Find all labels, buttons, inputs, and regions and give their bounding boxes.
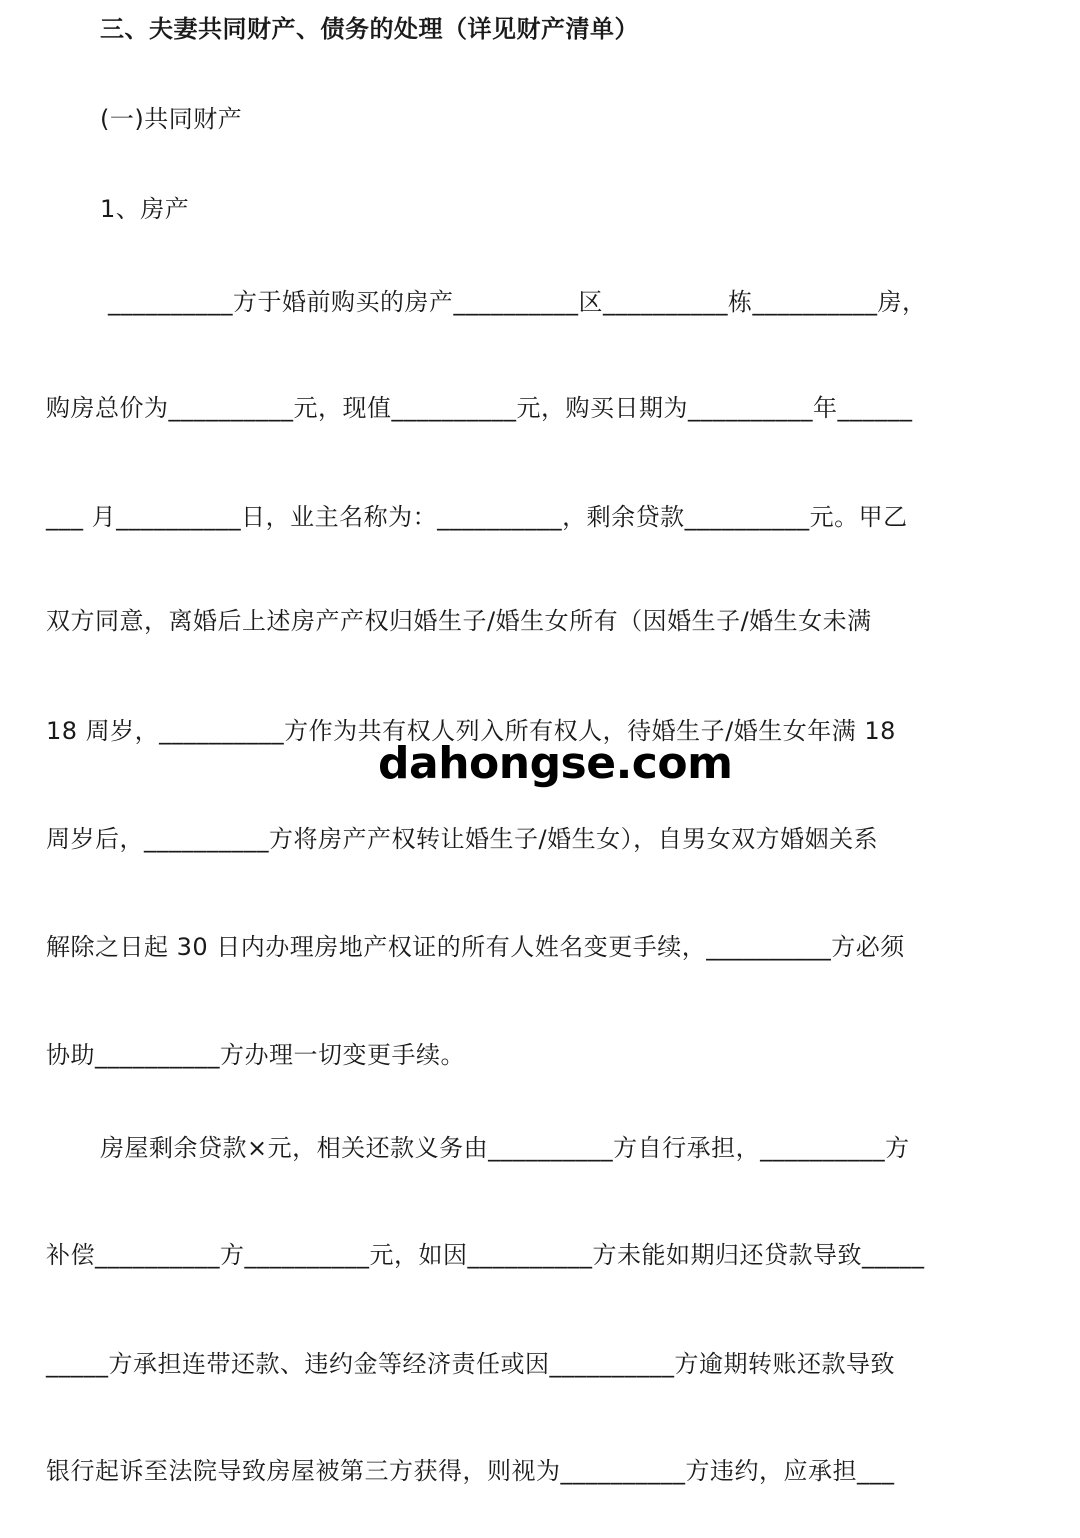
paragraph-line: 补偿__________方__________元，如因__________方未能如期归还贷款导致_____ [46,1241,925,1269]
paragraph-line: 解除之日起 30 日内办理房地产权证的所有人姓名变更手续，__________方必须 [46,933,905,961]
paragraph-line: _____方承担连带还款、违约金等经济责任或因__________方逾期转账还款导致 [46,1350,895,1378]
paragraph-line: 周岁后，__________方将房产产权转让婚生子/婚生女），自男女双方婚姻关系 [46,825,879,853]
subsection-heading: (一)共同财产 [100,105,243,133]
item-heading: 1、房产 [100,195,190,223]
paragraph-line: 购房总价为__________元，现值__________元，购买日期为__________年______ [46,394,913,422]
paragraph-line: ___ 月__________日，业主名称为：__________，剩余贷款__________元。甲乙 [46,503,908,531]
paragraph-line: 房屋剩余贷款×元，相关还款义务由__________方自行承担，__________方 [100,1134,910,1162]
paragraph-line: 双方同意，离婚后上述房产产权归婚生子/婚生女所有（因婚生子/婚生女未满 [46,607,872,635]
paragraph-line: 银行起诉至法院导致房屋被第三方获得，则视为__________方违约，应承担___ [46,1457,895,1485]
watermark: dahongse.com [378,738,733,789]
section-heading: 三、夫妻共同财产、债务的处理（详见财产清单） [100,15,639,43]
paragraph-line: 协助__________方办理一切变更手续。 [46,1041,465,1069]
paragraph-line: __________方于婚前购买的房产__________区__________栋__________房， [108,288,927,316]
paragraph-line: 18 周岁，__________方作为共有权人列入所有权人，待婚生子/婚生女年满 18 [46,717,896,745]
